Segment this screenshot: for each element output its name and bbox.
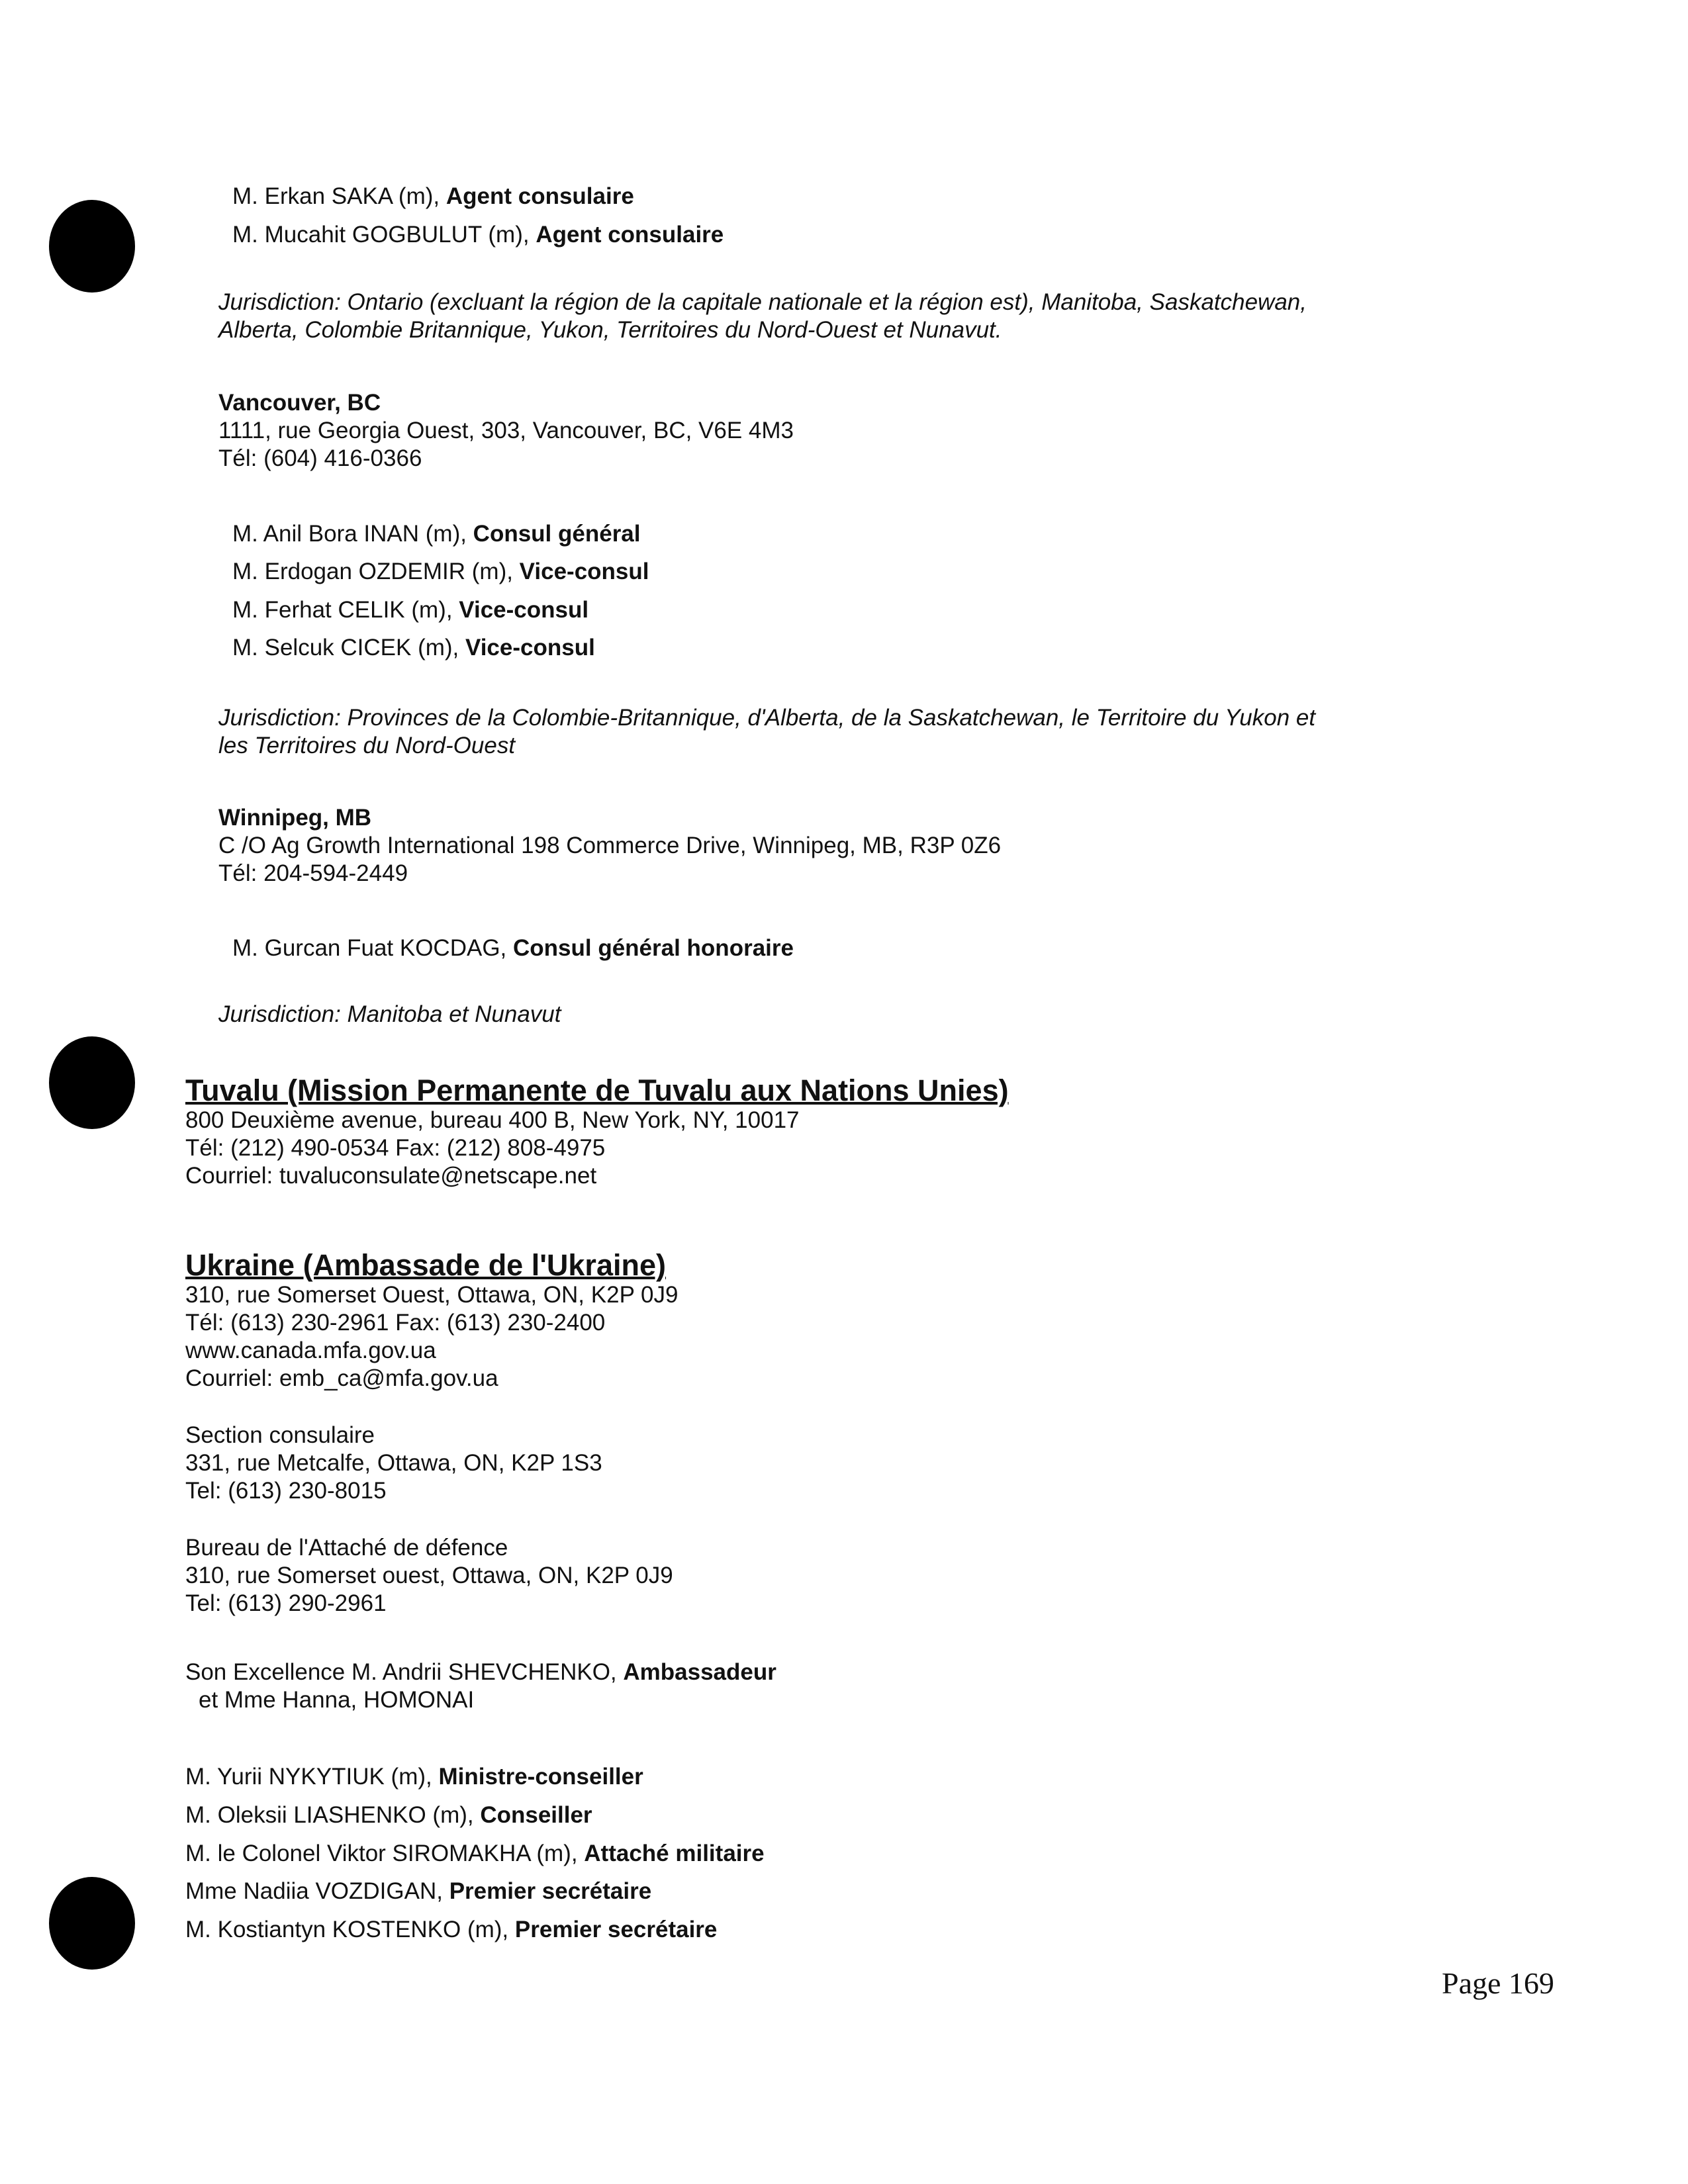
embassy-website: www.canada.mfa.gov.ua — [185, 1338, 436, 1363]
staff-line: Mme Nadiia VOZDIGAN, Premier secrétaire — [185, 1878, 652, 1904]
ambassador-spouse: et Mme Hanna, HOMONAI — [199, 1687, 475, 1713]
consular-section-heading: Section consulaire — [185, 1422, 375, 1448]
staff-line: M. Mucahit GOGBULUT (m), Agent consulaire — [232, 222, 724, 248]
mission-email: Courriel: tuvaluconsulate@netscape.net — [185, 1163, 597, 1189]
staff-line: M. Oleksii LIASHENKO (m), Conseiller — [185, 1802, 592, 1828]
office-address: 1111, rue Georgia Ouest, 303, Vancouver, BC, V6E 4M3 — [218, 418, 794, 443]
jurisdiction-text: les Territoires du Nord-Ouest — [218, 733, 516, 758]
consular-section-address: 331, rue Metcalfe, Ottawa, ON, K2P 1S3 — [185, 1450, 602, 1476]
jurisdiction-text: Jurisdiction: Manitoba et Nunavut — [218, 1001, 561, 1027]
staff-line: M. Ferhat CELIK (m), Vice-consul — [232, 597, 589, 623]
staff-line: M. Selcuk CICEK (m), Vice-consul — [232, 635, 595, 660]
staff-line: M. Kostiantyn KOSTENKO (m), Premier secrétaire — [185, 1917, 718, 1942]
staff-line: M. Gurcan Fuat KOCDAG, Consul général honoraire — [232, 935, 794, 961]
office-phone: Tél: 204-594-2449 — [218, 860, 408, 886]
office-address: C /O Ag Growth International 198 Commerce Drive, Winnipeg, MB, R3P 0Z6 — [218, 833, 1002, 858]
country-heading-ukraine: Ukraine (Ambassade de l'Ukraine) — [185, 1248, 666, 1282]
staff-line: M. Erdogan OZDEMIR (m), Vice-consul — [232, 559, 649, 584]
page-number: Page 169 — [1442, 1966, 1554, 2000]
embassy-address: 310, rue Somerset Ouest, Ottawa, ON, K2P 0J9 — [185, 1282, 679, 1308]
defence-office-heading: Bureau de l'Attaché de défence — [185, 1535, 508, 1561]
country-heading-tuvalu: Tuvalu (Mission Permanente de Tuvalu aux Nations Unies) — [185, 1073, 1009, 1107]
binder-hole-top — [49, 200, 135, 293]
embassy-phone: Tél: (613) 230-2961 Fax: (613) 230-2400 — [185, 1310, 606, 1336]
mission-address: 800 Deuxième avenue, bureau 400 B, New York, NY, 10017 — [185, 1107, 800, 1133]
mission-phone: Tél: (212) 490-0534 Fax: (212) 808-4975 — [185, 1135, 606, 1161]
binder-hole-middle — [49, 1036, 135, 1129]
office-phone: Tél: (604) 416-0366 — [218, 445, 422, 471]
staff-line: M. Erkan SAKA (m), Agent consulaire — [232, 183, 634, 209]
staff-line: M. Yurii NYKYTIUK (m), Ministre-conseiller — [185, 1764, 643, 1790]
staff-line: M. le Colonel Viktor SIROMAKHA (m), Attaché militaire — [185, 1841, 765, 1866]
embassy-email: Courriel: emb_ca@mfa.gov.ua — [185, 1365, 498, 1391]
office-heading-vancouver: Vancouver, BC — [218, 390, 381, 416]
defence-office-phone: Tel: (613) 290-2961 — [185, 1590, 387, 1616]
consular-section-phone: Tel: (613) 230-8015 — [185, 1478, 387, 1504]
staff-line: M. Anil Bora INAN (m), Consul général — [232, 521, 641, 547]
jurisdiction-text: Jurisdiction: Provinces de la Colombie-Britannique, d'Alberta, de la Saskatchewan, le Territoire du Yukon et — [218, 705, 1316, 731]
defence-office-address: 310, rue Somerset ouest, Ottawa, ON, K2P 0J9 — [185, 1563, 673, 1588]
jurisdiction-text: Jurisdiction: Ontario (excluant la région de la capitale nationale et la région est), Manitoba, Saskatchewan, — [218, 289, 1307, 315]
ambassador-line: Son Excellence M. Andrii SHEVCHENKO, Ambassadeur — [185, 1659, 776, 1685]
binder-hole-bottom — [49, 1877, 135, 1970]
jurisdiction-text: Alberta, Colombie Britannique, Yukon, Territoires du Nord-Ouest et Nunavut. — [218, 317, 1002, 343]
office-heading-winnipeg: Winnipeg, MB — [218, 805, 372, 831]
